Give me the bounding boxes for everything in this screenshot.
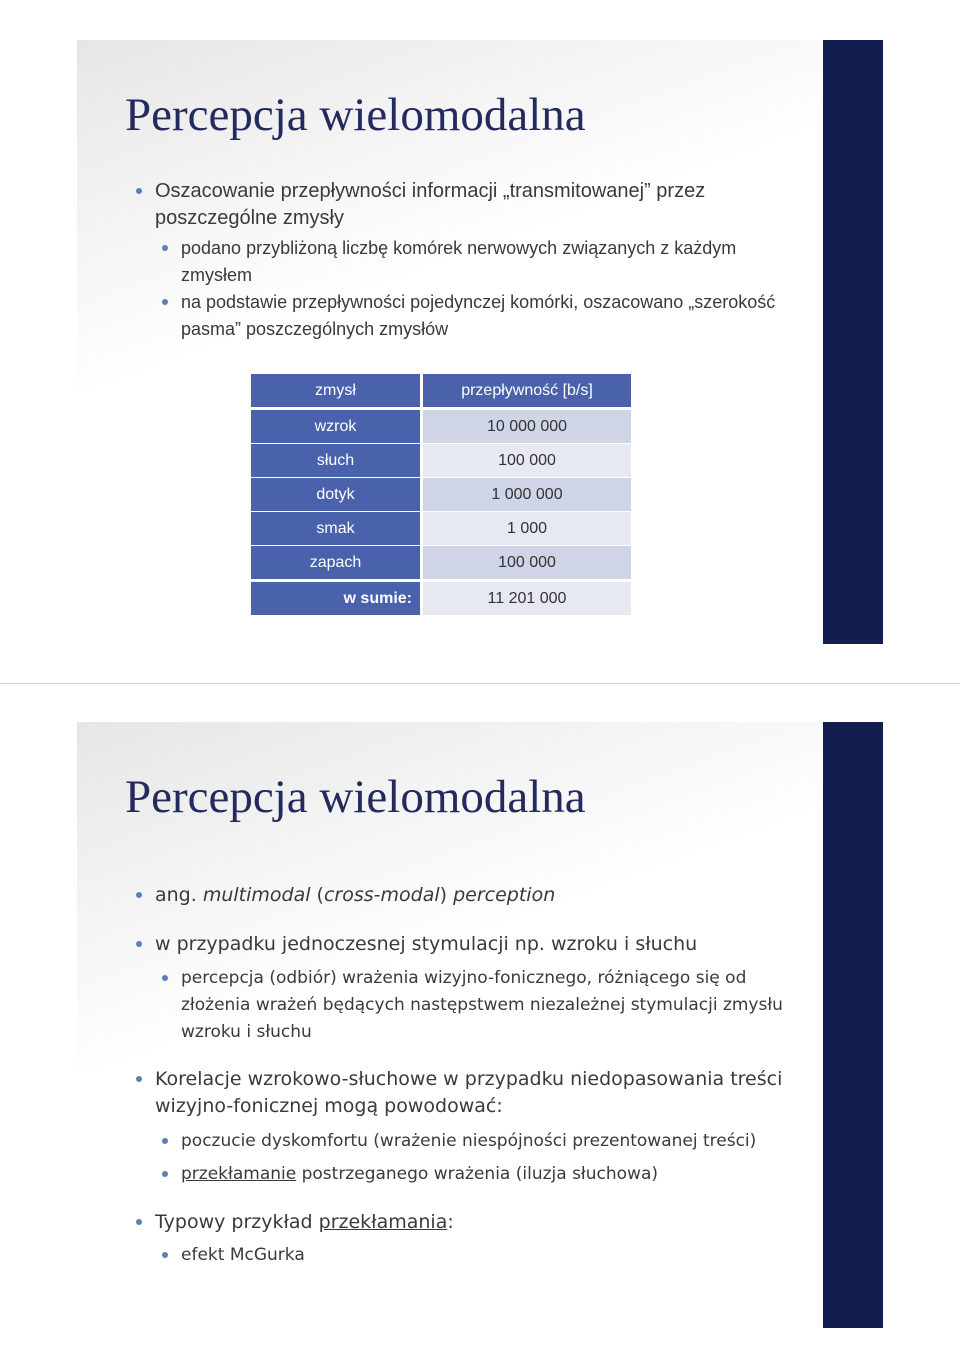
table-cell-sense: wzrok: [251, 410, 420, 443]
table-sum-row: [251, 582, 631, 615]
table-row: [251, 444, 631, 477]
table-cell-value: 10 000 000: [423, 410, 631, 443]
table-row: [251, 478, 631, 511]
table-sum-label: w sumie:: [251, 582, 420, 615]
bullet-item: w przypadku jednoczesnej stymulacji np. wzroku i słuchu: [155, 931, 805, 958]
table-row: [251, 512, 631, 545]
table-header-cell: przepływność [b/s]: [423, 374, 631, 407]
table-row: [251, 546, 631, 579]
table-cell-sense: smak: [251, 512, 420, 545]
table-cell-sense: zapach: [251, 546, 420, 579]
bullet-item: Typowy przykład przekłamania:: [155, 1209, 805, 1236]
bullet-item: ang. multimodal (cross-modal) perception: [155, 882, 805, 909]
page-divider: [0, 683, 960, 684]
sub-bullet-item: podano przybliżoną liczbę komórek nerwowych związanych z każdym zmysłem: [181, 235, 801, 289]
sub-bullet-item: na podstawie przepływności pojedynczej komórki, oszacowano „szerokość pasma” poszczególnych zmysłów: [181, 289, 801, 343]
table-header-cell: zmysł: [251, 374, 420, 407]
underlined-term: przekłamanie: [181, 1164, 297, 1184]
slide-sidebar-accent: [823, 40, 883, 644]
sub-bullet-item: przekłamanie postrzeganego wrażenia (iluzja słuchowa): [181, 1161, 801, 1188]
sub-bullet-item: efekt McGurka: [181, 1242, 801, 1269]
sub-bullet-item: percepcja (odbiór) wrażenia wizyjno-fonicznego, różniącego się od złożenia wrażeń będących następstwem niezależnej stymulacji zmysłu wzroku i słuchu: [181, 965, 801, 1046]
table-cell-sense: dotyk: [251, 478, 420, 511]
table-cell-value: 1 000 000: [423, 478, 631, 511]
table-cell-sense: słuch: [251, 444, 420, 477]
table-header-row: [251, 374, 631, 407]
underlined-term: przekłamania: [318, 1211, 448, 1233]
sub-bullet-item: poczucie dyskomfortu (wrażenie niespójności prezentowanej treści): [181, 1128, 801, 1155]
table-sum-value: 11 201 000: [423, 582, 631, 615]
slide-sidebar-accent: [823, 722, 883, 1328]
table-row: [251, 410, 631, 443]
slide-title: Percepcja wielomodalna: [125, 771, 586, 823]
bullet-item: Oszacowanie przepływności informacji „transmitowanej” przez poszczególne zmysły: [155, 178, 805, 232]
slide-1: [77, 40, 883, 644]
slide-title: Percepcja wielomodalna: [125, 89, 586, 141]
slide-2: [77, 722, 883, 1328]
bullet-item: Korelacje wzrokowo-słuchowe w przypadku niedopasowania treści wizyjno-fonicznej mogą powodować:: [155, 1066, 805, 1120]
table-cell-value: 100 000: [423, 546, 631, 579]
table-cell-value: 1 000: [423, 512, 631, 545]
table-cell-value: 100 000: [423, 444, 631, 477]
